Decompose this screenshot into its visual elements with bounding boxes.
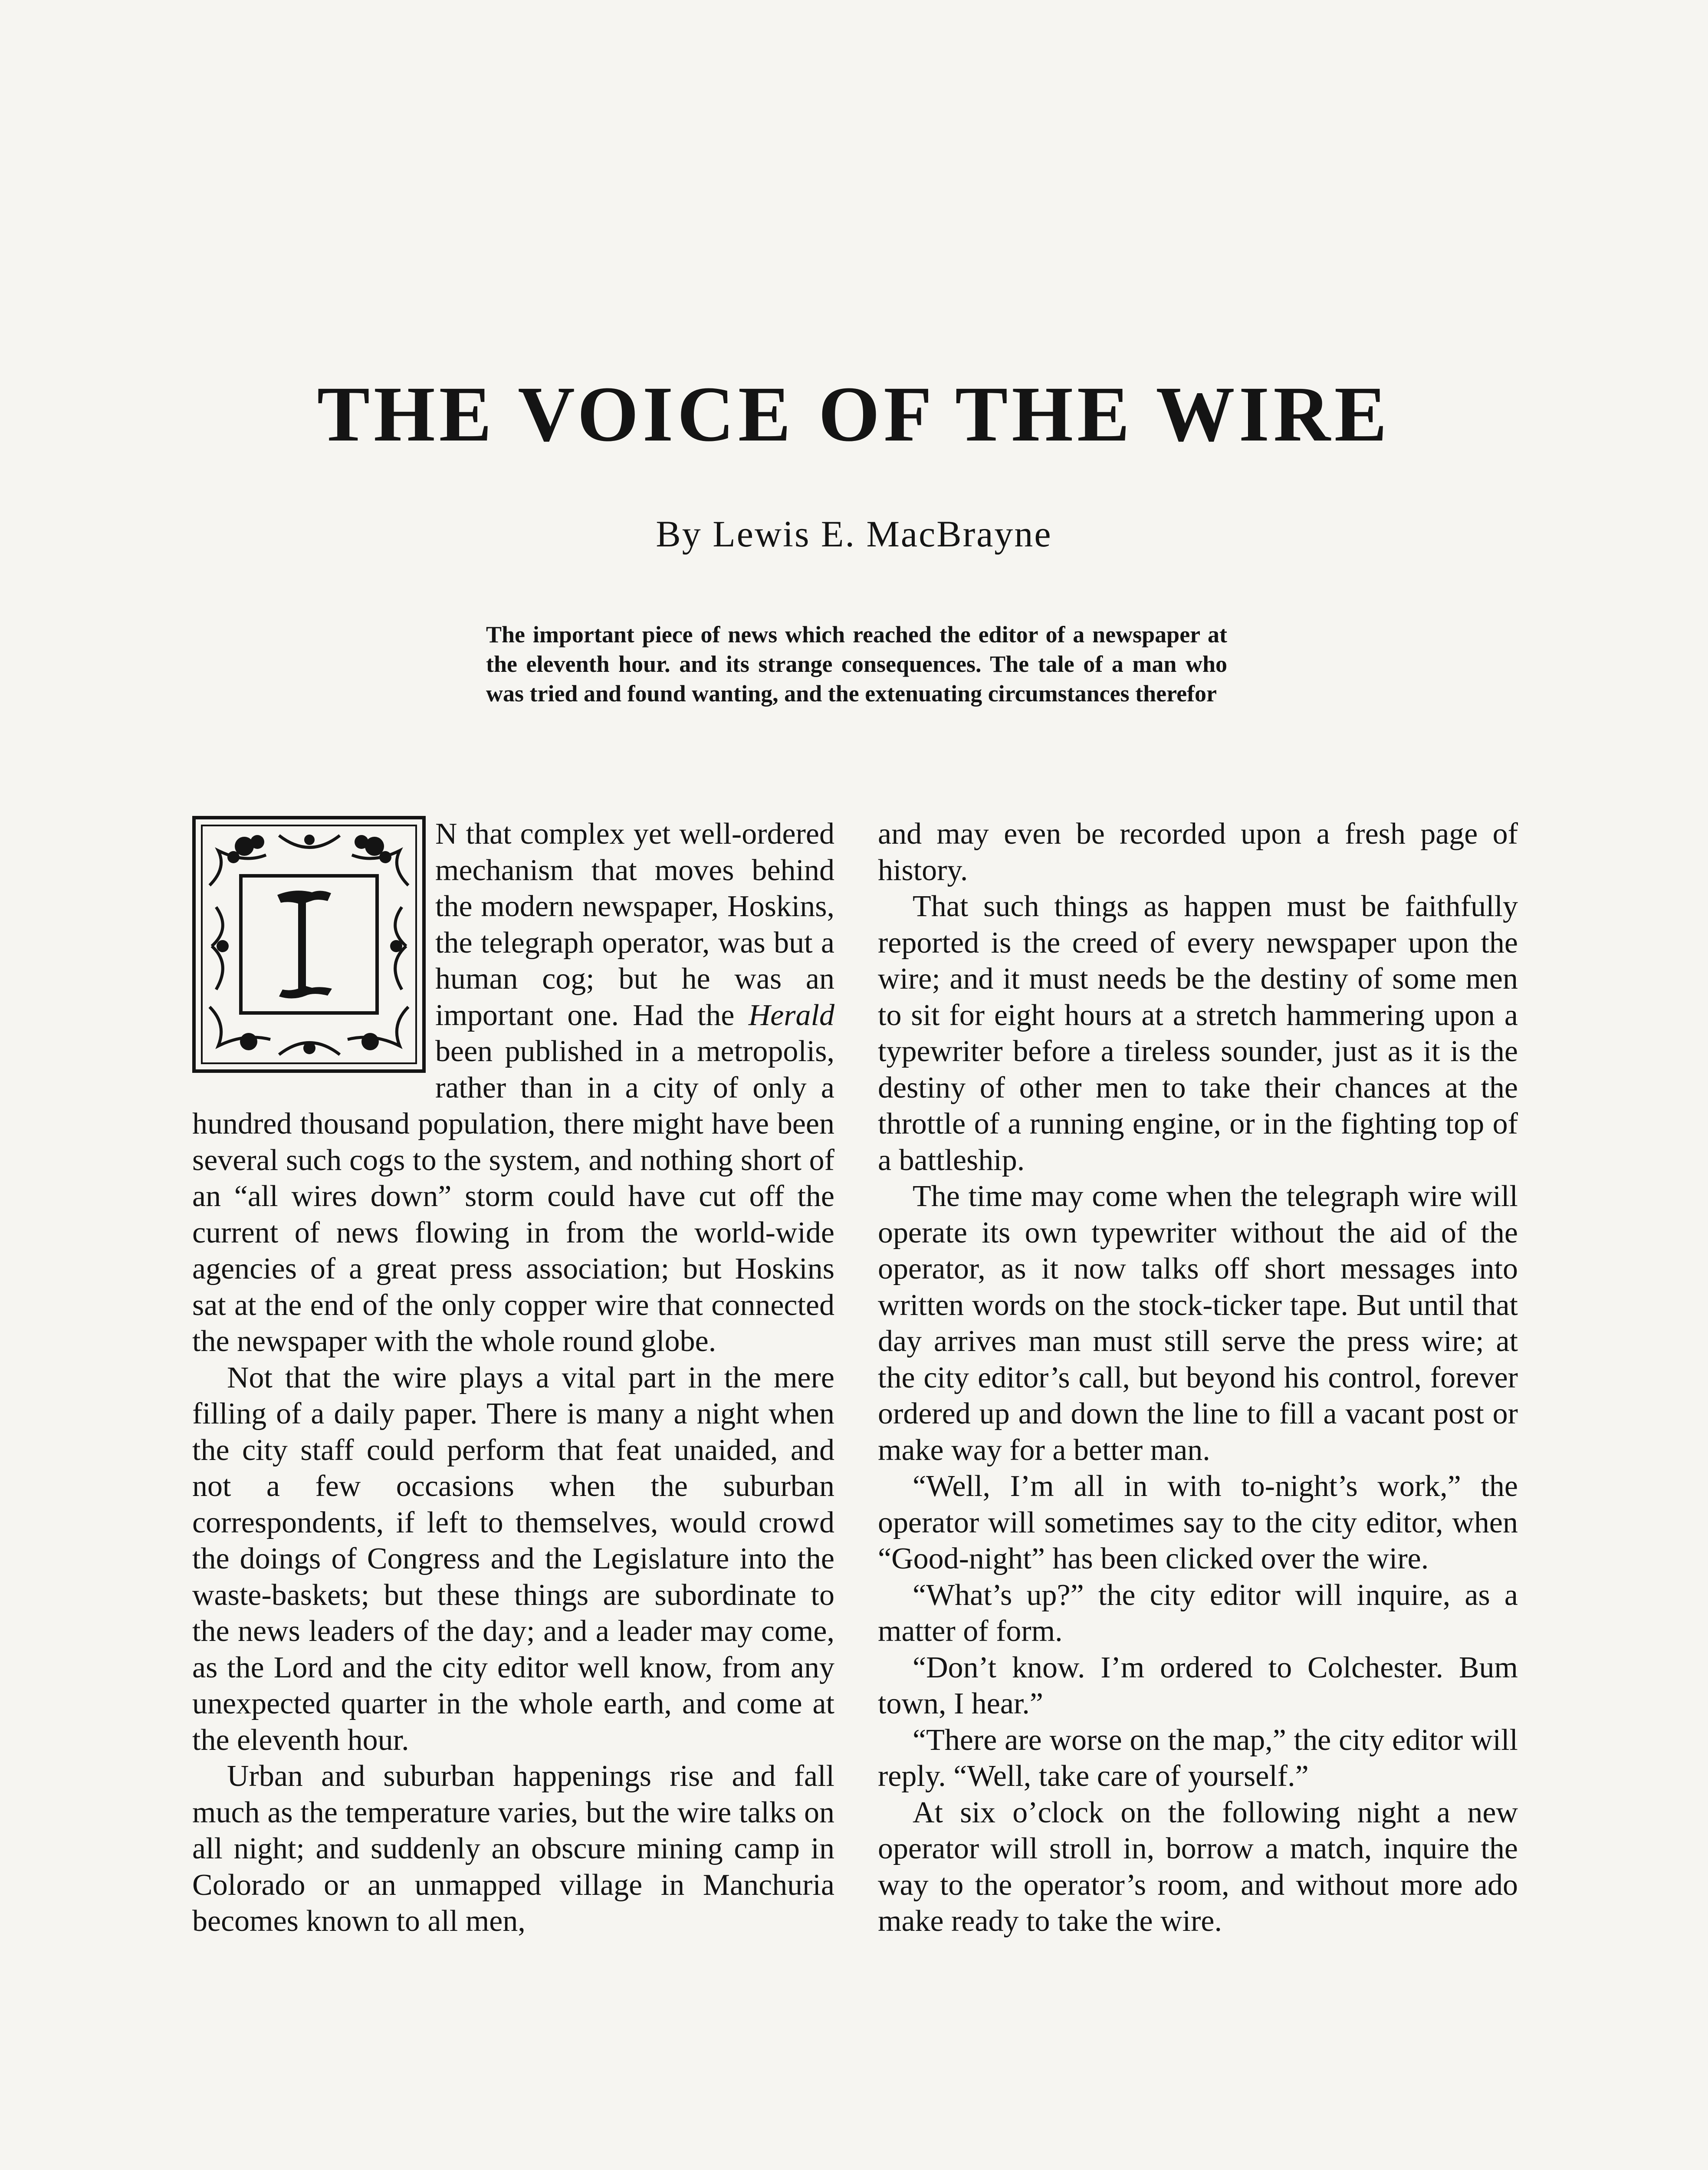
paragraph: “Don’t know. I’m ordered to Colchester. Bum town, I hear.” <box>878 1651 1518 1720</box>
paragraph: That such things as happen must be faithfully reported is the creed of every newspaper upon the wire; and it must needs be the destiny of some men to sit for eight hours at a stretch hammering upon a typewriter before a tireless sounder, just as it is the destiny of other men to take their chances at the throttle of a running engine, or in the fighting top of a battleship. <box>878 890 1518 1177</box>
paragraph: “There are worse on the map,” the city editor will reply. “Well, take care of yourself.” <box>878 1723 1518 1793</box>
paragraph: The time may come when the telegraph wire will operate its own typewriter without the aid of the operator, as it now talks off short messages into written words on the stock-ticker tape. But until that day arrives man must still serve the press wire; at the city editor’s call, but beyond his control, forever ordered up and down the line to fill a vacant post or make way for a better man. <box>878 1180 1518 1467</box>
drop-cap-ornament <box>192 816 426 1073</box>
left-column <box>192 816 834 1940</box>
page-title: THE VOICE OF THE WIRE <box>317 371 1391 458</box>
article-deck: The important piece of news which reached the editor of a newspaper at the eleventh hour. and its strange consequences. The tale of a man who was tried and found wanting, and the extenuating circumstances therefor <box>486 621 1227 707</box>
paragraph: Urban and suburban happenings rise and fall much as the temperature varies, but the wire talks on all night; and suddenly an obscure mining camp in Colorado or an unmapped village in Manchuria becomes known to all men, <box>192 1759 834 1938</box>
paragraph-text: N that complex yet well-ordered mechanism that moves behind the modern newspaper, Hoskins, the telegraph operator, was but a human cog; but he was an important one. Had the <box>435 817 834 1032</box>
byline: By Lewis E. MacBrayne <box>656 513 1052 555</box>
paragraph: and may even be recorded upon a fresh page of history. <box>878 817 1518 887</box>
newspaper-name: Herald <box>748 998 834 1032</box>
paragraph: Not that the wire plays a vital part in the mere filling of a daily paper. There is many a night when the city staff could perform that feat unaided, and not a few occasions when the suburban correspondents, if left to themselves, would crowd the doings of Congress and the Legislature into the waste-baskets; but these things are subordinate to the news leaders of the day; and a leader may come, as the Lord and the city editor well know, from any unexpected quarter in the whole earth, and come at the eleventh hour. <box>192 1361 834 1757</box>
paragraph-text: been published in a metropolis, rather than in a city of only a hundred thousand population, there might have been several such cogs to the system, and nothing short of an “all wires down” storm could have cut off the current of news flowing in from the world-wide agencies of a great press association; but Hoskins sat at the end of the only copper wire that connected the newspaper with the whole round globe. <box>192 1035 834 1358</box>
paragraph: “What’s up?” the city editor will inquire, as a matter of form. <box>878 1578 1518 1648</box>
paragraph: At six o’clock on the following night a new operator will stroll in, borrow a match, inquire the way to the operator’s room, and without more ado make ready to take the wire. <box>878 1795 1518 1938</box>
right-column <box>878 816 1518 1940</box>
paragraph: “Well, I’m all in with to-night’s work,” the operator will sometimes say to the city editor, when “Good-night” has been clicked over the wire. <box>878 1470 1518 1575</box>
